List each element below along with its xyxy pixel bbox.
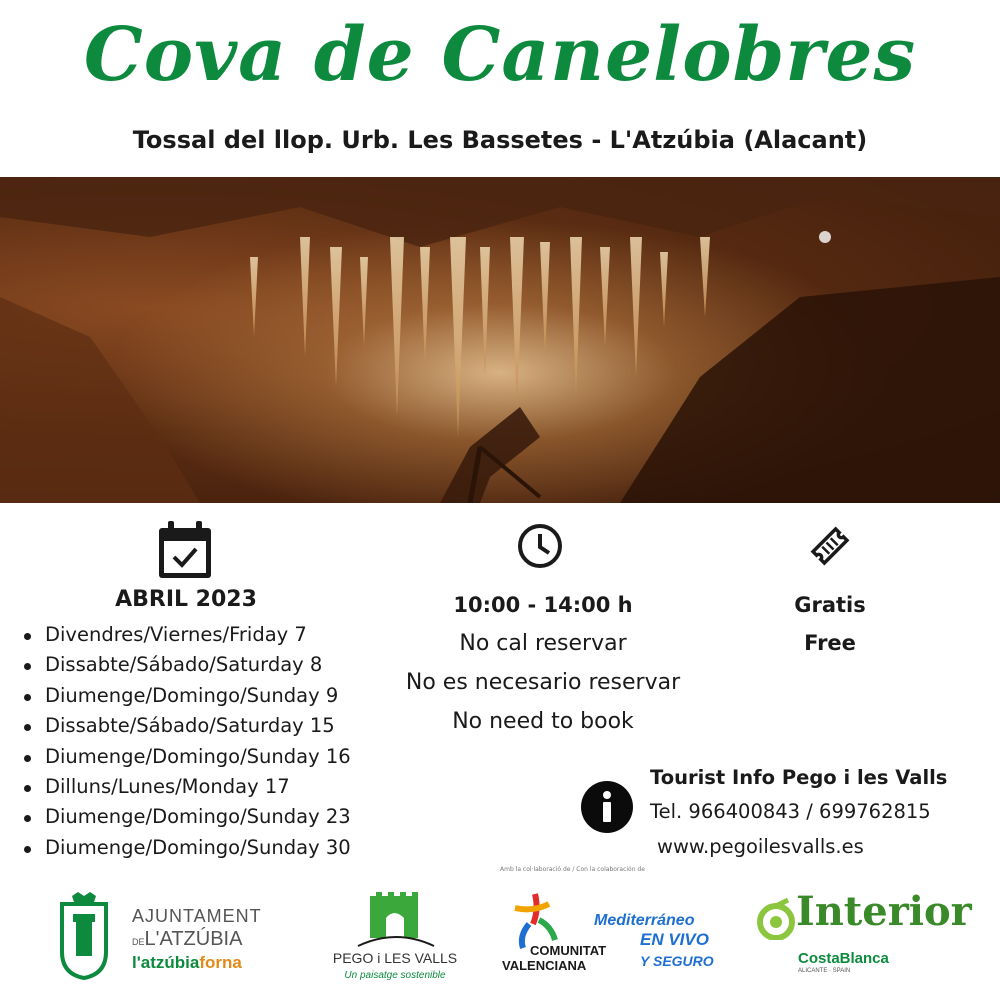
mediterraneo-line1: Mediterráneo	[594, 912, 695, 929]
atzubia-line2	[132, 928, 242, 951]
list-item: Dilluns/Lunes/Monday 17	[20, 772, 390, 802]
atzubia-shield-logo	[58, 890, 110, 980]
list-item: Dissabte/Sábado/Saturday 15	[20, 711, 390, 741]
opening-hours: 10:00 - 14:00 h	[453, 593, 633, 617]
atzubia-line1: AJUNTAMENT	[132, 906, 262, 926]
mediterraneo-line2: EN VIVO	[640, 930, 709, 949]
cv-line2: VALENCIANA	[502, 958, 587, 973]
costa-blanca-sub: ALICANTE · SPAIN	[798, 968, 851, 974]
booking-note-en: No need to book	[452, 709, 634, 734]
list-item: Diumenge/Domingo/Sunday 9	[20, 681, 390, 711]
list-item: Diumenge/Domingo/Sunday 16	[20, 742, 390, 772]
atzubia-name: L'ATZÚBIA	[144, 928, 243, 950]
atzubia-line3a: l'atzúbia	[132, 953, 200, 972]
cv-line1: COMUNITAT	[530, 943, 607, 958]
tourist-info-web[interactable]: www.pegoilesvalls.es	[657, 835, 864, 858]
cave-photo	[0, 177, 1000, 503]
clock-icon	[516, 522, 564, 570]
cave-photo-illustration	[0, 177, 1000, 503]
atzubia-de: DE	[132, 937, 145, 947]
atzubia-line3	[132, 953, 242, 973]
interior-word: Interior	[796, 888, 972, 935]
booking-note-ca: No cal reservar	[459, 631, 627, 656]
tourist-info-phone: Tel. 966400843 / 699762815	[650, 800, 931, 823]
atzubia-line3b: forna	[199, 953, 242, 972]
price-free: Free	[804, 631, 856, 655]
pego-tagline: Un paisatge sostenible	[344, 970, 446, 981]
page-title: Cova de Canelobres	[83, 12, 917, 98]
dates-heading: ABRIL 2023	[115, 587, 257, 612]
pego-castle-logo	[356, 888, 436, 950]
calendar-check-icon	[152, 518, 218, 584]
list-item: Divendres/Viernes/Friday 7	[20, 620, 390, 650]
price-gratis: Gratis	[794, 593, 866, 617]
booking-note-es: No es necesario reservar	[405, 670, 681, 695]
dates-list	[20, 620, 390, 863]
pego-name: PEGO i LES VALLS	[332, 950, 458, 966]
info-icon	[580, 780, 634, 834]
location-subtitle: Tossal del llop. Urb. Les Bassetes - L'Atzúbia (Alacant)	[132, 126, 868, 154]
interior-spiral-logo	[756, 898, 796, 940]
collaboration-note: Amb la col·laboració de / Con la colaboración de	[500, 866, 645, 873]
list-item: Diumenge/Domingo/Sunday 23	[20, 802, 390, 832]
tourist-info-title: Tourist Info Pego i les Valls	[650, 766, 948, 789]
list-item: Dissabte/Sábado/Saturday 8	[20, 650, 390, 680]
mediterraneo-line3: Y SEGURO	[640, 953, 714, 969]
ticket-icon	[808, 524, 852, 568]
comunitat-valenciana-logo	[505, 890, 565, 950]
costa-blanca-brand: CostaBlanca	[798, 950, 889, 967]
list-item: Diumenge/Domingo/Sunday 30	[20, 833, 390, 863]
